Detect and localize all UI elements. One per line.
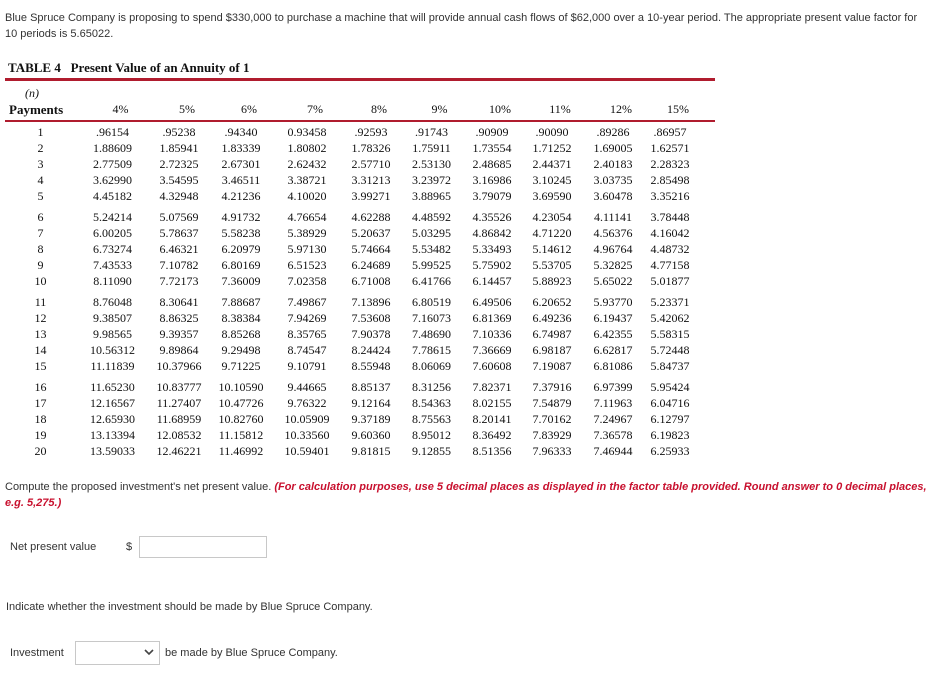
factor-cell: 6.24689 xyxy=(351,258,391,272)
table-row xyxy=(5,294,725,310)
npv-input[interactable] xyxy=(139,536,267,558)
factor-cell: 2.44371 xyxy=(532,157,572,171)
factor-cell: 8.86325 xyxy=(159,311,199,325)
table-row xyxy=(5,443,725,459)
question1-text xyxy=(5,479,930,511)
factor-cell: .89286 xyxy=(596,125,630,139)
factor-cell: 7.36009 xyxy=(221,274,261,288)
rate-header: 5% xyxy=(179,102,195,116)
payments-cell: 10 xyxy=(34,274,47,288)
factor-cell: 1.80802 xyxy=(287,141,327,155)
factor-cell: 9.12164 xyxy=(351,396,391,410)
factor-cell: 3.99271 xyxy=(351,189,391,203)
factor-cell: .95238 xyxy=(162,125,196,139)
factor-cell: 6.74987 xyxy=(532,327,572,341)
payments-cell: 8 xyxy=(37,242,44,256)
factor-cell: 8.76048 xyxy=(93,295,132,309)
factor-cell: 5.99525 xyxy=(412,258,451,272)
payments-cell: 15 xyxy=(34,359,47,373)
factor-cell: 6.00205 xyxy=(93,226,132,240)
factor-cell: 4.10020 xyxy=(287,189,327,203)
factor-cell: 4.48592 xyxy=(412,210,451,224)
factor-cell: 3.69590 xyxy=(532,189,572,203)
factor-cell: 5.58315 xyxy=(650,327,690,341)
factor-cell: 7.16073 xyxy=(412,311,451,325)
table-row xyxy=(5,209,725,225)
factor-cell: 6.04716 xyxy=(650,396,690,410)
payments-cell: 6 xyxy=(37,210,44,224)
factor-cell: 4.48732 xyxy=(650,242,690,256)
factor-cell: 11.46992 xyxy=(218,444,264,458)
factor-cell: 2.40183 xyxy=(593,157,633,171)
question1-instruction: (For calculation purposes, use 5 decimal places as displayed in the factor table provided. Round answer to 0 decimal places, e.g. 5,275.) xyxy=(5,481,927,509)
factor-cell: 3.62990 xyxy=(93,173,132,187)
factor-cell: 12.08532 xyxy=(156,428,202,442)
factor-cell: 7.60608 xyxy=(472,359,512,373)
factor-cell: 5.01877 xyxy=(650,274,690,288)
rate-header: 12% xyxy=(610,102,632,116)
factor-cell: 9.98565 xyxy=(93,327,132,341)
rate-header-row xyxy=(84,102,724,118)
factor-cell: 4.32948 xyxy=(159,189,199,203)
table-row xyxy=(5,273,725,289)
table-row xyxy=(5,124,725,140)
factor-cell: .91743 xyxy=(415,125,448,139)
factor-cell: 7.02358 xyxy=(287,274,327,288)
factor-cell: 6.19823 xyxy=(650,428,690,442)
factor-cell: 1.78326 xyxy=(351,141,391,155)
factor-cell: 11.11839 xyxy=(90,359,135,373)
factor-cell: .94340 xyxy=(224,125,258,139)
payments-cell: 11 xyxy=(34,295,47,309)
factor-cell: 8.74547 xyxy=(287,343,327,357)
payments-cell: 4 xyxy=(37,173,44,187)
table-row xyxy=(5,172,725,188)
factor-cell: 5.32825 xyxy=(593,258,633,272)
factor-cell: 6.49236 xyxy=(532,311,572,325)
factor-cell: .86957 xyxy=(653,125,687,139)
factor-cell: 3.60478 xyxy=(593,189,633,203)
factor-cell: 4.45182 xyxy=(93,189,132,203)
factor-cell: 6.51523 xyxy=(287,258,327,272)
factor-cell: 9.10791 xyxy=(287,359,327,373)
factor-cell: 3.03735 xyxy=(593,173,633,187)
factor-cell: 7.36669 xyxy=(472,343,512,357)
factor-cell: 6.62817 xyxy=(593,343,633,357)
factor-cell: 6.49506 xyxy=(472,295,512,309)
factor-cell: 10.83777 xyxy=(156,380,202,394)
rate-header: 9% xyxy=(431,102,448,116)
factor-cell: 7.54879 xyxy=(532,396,572,410)
header-payments: Payments xyxy=(9,102,64,117)
factor-cell: 8.95012 xyxy=(412,428,451,442)
factor-cell: 9.60360 xyxy=(351,428,391,442)
factor-cell: 2.62432 xyxy=(287,157,327,171)
rate-header: 4% xyxy=(112,102,129,116)
factor-cell: 1.71252 xyxy=(532,141,572,155)
factor-cell: 3.78448 xyxy=(650,210,690,224)
table-row xyxy=(5,411,725,427)
row-group xyxy=(5,379,725,459)
factor-cell: 2.72325 xyxy=(159,157,199,171)
factor-cell: 7.37916 xyxy=(532,380,572,394)
factor-cell: 6.80519 xyxy=(412,295,451,309)
investment-suffix: be made by Blue Spruce Company. xyxy=(165,647,338,659)
factor-cell: 7.70162 xyxy=(532,412,572,426)
factor-cell: 6.46321 xyxy=(159,242,199,256)
factor-cell: 8.02155 xyxy=(472,396,512,410)
factor-cell: 7.88687 xyxy=(221,295,261,309)
factor-cell: 8.35765 xyxy=(287,327,327,341)
factor-cell: 7.11963 xyxy=(593,396,633,410)
table-row xyxy=(5,310,725,326)
factor-cell: 10.59401 xyxy=(284,444,330,458)
factor-cell: 6.81086 xyxy=(593,359,633,373)
payments-cell: 3 xyxy=(37,157,44,171)
factor-cell: 9.71225 xyxy=(221,359,261,373)
factor-cell: 6.20652 xyxy=(532,295,572,309)
factor-cell: 4.16042 xyxy=(650,226,690,240)
factor-cell: 6.71008 xyxy=(351,274,391,288)
factor-cell: 7.96333 xyxy=(532,444,572,458)
factor-cell: 8.11090 xyxy=(93,274,132,288)
factor-cell: 5.88923 xyxy=(532,274,572,288)
rate-header: 7% xyxy=(307,102,323,116)
factor-cell: 3.79079 xyxy=(472,189,512,203)
factor-cell: 2.57710 xyxy=(351,157,391,171)
factor-cell: 7.36578 xyxy=(593,428,633,442)
factor-cell: 10.82760 xyxy=(218,412,264,426)
factor-cell: 8.20141 xyxy=(472,412,512,426)
rate-header: 8% xyxy=(371,102,387,116)
factor-cell: 7.72173 xyxy=(159,274,199,288)
payments-cell: 5 xyxy=(37,189,44,203)
factor-cell: 5.65022 xyxy=(593,274,633,288)
payments-cell: 12 xyxy=(34,311,47,325)
rate-header: 11% xyxy=(549,102,571,116)
factor-cell: 3.88965 xyxy=(412,189,451,203)
factor-cell: 6.41766 xyxy=(412,274,451,288)
factor-cell: 4.86842 xyxy=(472,226,512,240)
factor-cell: 5.33493 xyxy=(472,242,512,256)
factor-cell: 1.69005 xyxy=(593,141,633,155)
question2-text: Indicate whether the investment should be made by Blue Spruce Company. xyxy=(6,601,373,613)
factor-cell: 4.35526 xyxy=(472,210,512,224)
factor-cell: 7.19087 xyxy=(532,359,572,373)
factor-cell: 7.78615 xyxy=(412,343,451,357)
factor-cell: 5.84737 xyxy=(650,359,690,373)
table-title-text: Present Value of an Annuity of 1 xyxy=(70,60,250,75)
factor-cell: 1.62571 xyxy=(650,141,690,155)
factor-cell: 4.62288 xyxy=(351,210,391,224)
factor-cell: 8.31256 xyxy=(412,380,451,394)
factor-cell: .90909 xyxy=(475,125,509,139)
factor-cell: .92593 xyxy=(354,125,388,139)
factor-cell: 7.10336 xyxy=(472,327,512,341)
factor-cell: 3.31213 xyxy=(351,173,391,187)
currency-symbol: $ xyxy=(126,541,133,553)
factor-cell: 5.42062 xyxy=(650,311,690,325)
factor-cell: 5.93770 xyxy=(593,295,633,309)
factor-cell: 2.28323 xyxy=(650,157,690,171)
investment-label: Investment xyxy=(10,647,64,659)
factor-cell: 11.15812 xyxy=(218,428,264,442)
rate-header: 15% xyxy=(667,102,689,116)
investment-select[interactable] xyxy=(75,641,160,665)
factor-cell: 8.38384 xyxy=(221,311,261,325)
table-title xyxy=(8,60,250,76)
factor-cell: 2.48685 xyxy=(472,157,512,171)
payments-cell: 13 xyxy=(34,327,47,341)
payments-cell: 20 xyxy=(34,444,47,458)
table-top-rule xyxy=(5,78,715,81)
factor-cell: 10.10590 xyxy=(218,380,264,394)
factor-cell: 6.73274 xyxy=(93,242,132,256)
factor-cell: 1.85941 xyxy=(159,141,199,155)
factor-cell: .90090 xyxy=(535,125,569,139)
table-row xyxy=(5,342,725,358)
factor-cell: 7.13896 xyxy=(351,295,391,309)
payments-cell: 2 xyxy=(37,141,44,155)
payments-cell: 14 xyxy=(34,343,47,357)
factor-cell: 8.55948 xyxy=(351,359,391,373)
factor-cell: 6.98187 xyxy=(532,343,572,357)
table-row xyxy=(5,241,725,257)
factor-cell: 8.36492 xyxy=(472,428,512,442)
factor-cell: 6.19437 xyxy=(593,311,633,325)
factor-cell: 12.46221 xyxy=(156,444,202,458)
row-group xyxy=(5,124,725,204)
factor-cell: 4.71220 xyxy=(532,226,572,240)
factor-cell: 8.30641 xyxy=(159,295,199,309)
factor-cell: 9.89864 xyxy=(159,343,199,357)
payments-cell: 17 xyxy=(34,396,47,410)
table-row xyxy=(5,379,725,395)
table-row xyxy=(5,427,725,443)
question1-prompt: Compute the proposed investment's net present value. xyxy=(5,481,272,493)
factor-cell: 6.97399 xyxy=(593,380,633,394)
factor-cell: .96154 xyxy=(96,125,129,139)
factor-cell: 9.38507 xyxy=(93,311,132,325)
factor-cell: 11.68959 xyxy=(156,412,202,426)
factor-cell: 5.24214 xyxy=(93,210,132,224)
factor-cell: 7.24967 xyxy=(593,412,633,426)
npv-label: Net present value xyxy=(10,541,97,553)
table-row xyxy=(5,395,725,411)
factor-cell: 9.29498 xyxy=(221,343,261,357)
factor-cell: 5.38929 xyxy=(287,226,327,240)
factor-cell: 7.94269 xyxy=(287,311,327,325)
factor-cell: 1.75911 xyxy=(412,141,451,155)
factor-cell: 8.85137 xyxy=(351,380,391,394)
factor-cell: 2.53130 xyxy=(412,157,451,171)
payments-cell: 19 xyxy=(34,428,47,442)
rate-header: 6% xyxy=(241,102,257,116)
factor-cell: 7.43533 xyxy=(93,258,132,272)
rate-header: 10% xyxy=(489,102,511,116)
factor-cell: 9.37189 xyxy=(351,412,391,426)
factor-cell: 9.81815 xyxy=(351,444,391,458)
payments-cell: 16 xyxy=(34,380,47,394)
factor-cell: 8.24424 xyxy=(351,343,391,357)
row-group xyxy=(5,294,725,374)
factor-cell: 12.65930 xyxy=(90,412,135,426)
table-row xyxy=(5,188,725,204)
factor-cell: 2.85498 xyxy=(650,173,690,187)
factor-cell: 3.35216 xyxy=(650,189,690,203)
factor-cell: 5.95424 xyxy=(650,380,690,394)
payments-cell: 9 xyxy=(37,258,44,272)
factor-cell: 11.65230 xyxy=(90,380,135,394)
payments-cell: 7 xyxy=(37,226,44,240)
factor-cell: 5.23371 xyxy=(650,295,690,309)
factor-cell: 8.75563 xyxy=(412,412,451,426)
factor-cell: 7.48690 xyxy=(412,327,451,341)
factor-cell: 12.16567 xyxy=(90,396,135,410)
factor-cell: 2.77509 xyxy=(93,157,132,171)
factor-cell: 10.05909 xyxy=(284,412,330,426)
factor-cell: 7.10782 xyxy=(159,258,199,272)
factor-cell: 3.16986 xyxy=(472,173,512,187)
table-row xyxy=(5,358,725,374)
annuity-table-body xyxy=(5,124,725,464)
factor-cell: 8.85268 xyxy=(221,327,261,341)
factor-cell: 9.12855 xyxy=(412,444,451,458)
factor-cell: 9.39357 xyxy=(159,327,199,341)
factor-cell: 9.76322 xyxy=(287,396,327,410)
factor-cell: 5.74664 xyxy=(351,242,391,256)
table-title-prefix: TABLE 4 xyxy=(8,60,61,75)
row-group xyxy=(5,209,725,289)
factor-cell: 5.58238 xyxy=(221,226,261,240)
payments-cell: 1 xyxy=(37,125,44,139)
factor-cell: 10.33560 xyxy=(284,428,330,442)
table-row xyxy=(5,326,725,342)
factor-cell: 7.46944 xyxy=(593,444,633,458)
factor-cell: 2.67301 xyxy=(221,157,261,171)
factor-cell: 4.96764 xyxy=(593,242,633,256)
factor-cell: 8.06069 xyxy=(412,359,451,373)
factor-cell: 7.53608 xyxy=(351,311,391,325)
table-row xyxy=(5,140,725,156)
factor-cell: 5.07569 xyxy=(159,210,199,224)
factor-cell: 6.80169 xyxy=(221,258,261,272)
table-row xyxy=(5,225,725,241)
factor-cell: 5.53705 xyxy=(532,258,572,272)
factor-cell: 1.83339 xyxy=(221,141,261,155)
problem-statement: Blue Spruce Company is proposing to spend $330,000 to purchase a machine that will provide annual cash flows of $62,000 over a 10-year period. The appropriate present value factor for 10 periods is 5.65022. xyxy=(5,12,918,40)
table-header-rule xyxy=(5,120,715,122)
factor-cell: 10.56312 xyxy=(90,343,135,357)
factor-cell: 6.25933 xyxy=(650,444,690,458)
factor-cell: 5.97130 xyxy=(287,242,327,256)
factor-cell: 7.49867 xyxy=(287,295,327,309)
factor-cell: 6.20979 xyxy=(221,242,261,256)
factor-cell: 1.73554 xyxy=(472,141,512,155)
factor-cell: 5.72448 xyxy=(650,343,690,357)
factor-cell: 7.82371 xyxy=(472,380,512,394)
factor-cell: 10.37966 xyxy=(156,359,202,373)
factor-cell: 4.91732 xyxy=(221,210,261,224)
payments-cell: 18 xyxy=(34,412,47,426)
header-n: (n) xyxy=(25,86,39,100)
factor-cell: 6.12797 xyxy=(650,412,690,426)
factor-cell: 5.14612 xyxy=(532,242,572,256)
factor-cell: 10.47726 xyxy=(218,396,264,410)
factor-cell: 7.90378 xyxy=(351,327,391,341)
factor-cell: 6.42355 xyxy=(593,327,633,341)
factor-cell: 1.88609 xyxy=(93,141,132,155)
factor-cell: 5.20637 xyxy=(351,226,391,240)
factor-cell: 3.46511 xyxy=(221,173,261,187)
factor-cell: 4.23054 xyxy=(532,210,572,224)
factor-cell: 13.59033 xyxy=(90,444,135,458)
table-row xyxy=(5,156,725,172)
factor-cell: 0.93458 xyxy=(287,125,327,139)
factor-cell: 7.83929 xyxy=(532,428,572,442)
factor-cell: 5.78637 xyxy=(159,226,199,240)
factor-cell: 5.03295 xyxy=(412,226,451,240)
factor-cell: 4.56376 xyxy=(593,226,633,240)
factor-cell: 6.14457 xyxy=(472,274,512,288)
factor-cell: 8.51356 xyxy=(472,444,512,458)
factor-cell: 11.27407 xyxy=(156,396,202,410)
factor-cell: 4.77158 xyxy=(650,258,690,272)
factor-cell: 6.81369 xyxy=(472,311,512,325)
factor-cell: 4.11141 xyxy=(593,210,633,224)
factor-cell: 13.13394 xyxy=(90,428,135,442)
factor-cell: 4.21236 xyxy=(221,189,261,203)
factor-cell: 4.76654 xyxy=(287,210,327,224)
factor-cell: 3.23972 xyxy=(412,173,451,187)
factor-cell: 8.54363 xyxy=(412,396,451,410)
factor-cell: 5.53482 xyxy=(412,242,451,256)
factor-cell: 3.10245 xyxy=(532,173,572,187)
factor-cell: 3.54595 xyxy=(159,173,199,187)
factor-cell: 9.44665 xyxy=(287,380,327,394)
factor-cell: 5.75902 xyxy=(472,258,512,272)
table-row xyxy=(5,257,725,273)
chevron-down-icon xyxy=(144,645,154,662)
factor-cell: 3.38721 xyxy=(287,173,327,187)
